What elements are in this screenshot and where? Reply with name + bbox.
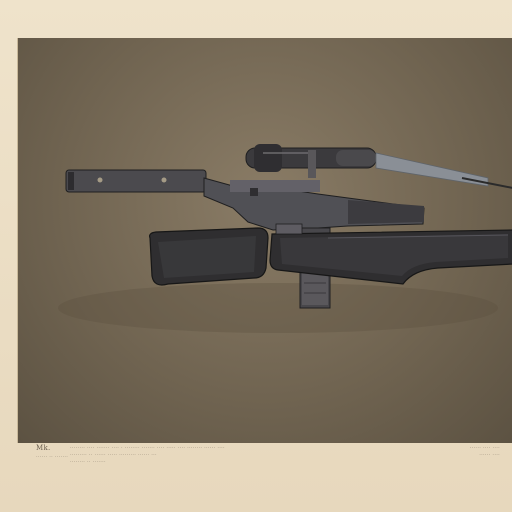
rifle-illustration (18, 38, 512, 443)
caption-body (70, 444, 470, 465)
rifle-shadow (58, 283, 498, 333)
photograph-panel (17, 38, 512, 443)
caption-right (470, 444, 500, 458)
caption-right-line: ...... .... (479, 451, 500, 457)
rifle-grip-left (150, 228, 268, 285)
rifle-receiver (204, 178, 424, 230)
bayonet-blade (376, 153, 488, 186)
telescopic-sight (246, 144, 376, 178)
plate-caption (30, 440, 500, 490)
caption-title: Mk. (36, 444, 51, 452)
trigger-guard (276, 224, 302, 234)
caption-subtitle: ...... .. ....... (36, 453, 69, 459)
caption-right-line: ...... .... .... (469, 444, 500, 450)
caption-line: ........ .. ....... (70, 458, 106, 464)
rifle-barrel (66, 170, 206, 192)
caption-line: ......... .. ...... ..... ......... ...... ... (70, 451, 157, 457)
caption-line: ........ .... ....... .... . ........ ....... .... ..... .... ........ ...... .... (70, 444, 225, 450)
